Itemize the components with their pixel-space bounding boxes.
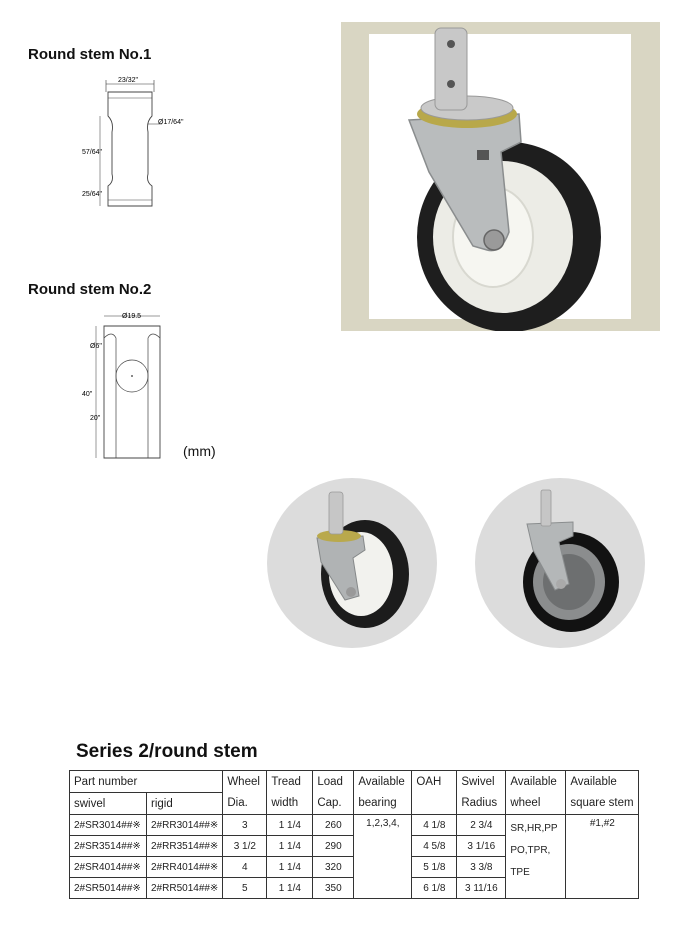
cell-radius: 3 1/16 [457,836,506,857]
stem2-drawing [78,308,178,463]
header-available-wheel: Available [506,771,566,793]
stem1-dim-height: 57/64" [82,149,103,156]
header-swivel-radius-2: Radius [457,793,506,815]
cell-oah: 4 1/8 [412,815,457,836]
cell-oah: 4 5/8 [412,836,457,857]
table-row [70,815,639,836]
cell-dia: 3 [223,815,267,836]
cell-oah: 5 1/8 [412,857,457,878]
stem1-dim-top: 23/32" [118,77,139,84]
series-title: Series 2/round stem [76,741,258,762]
spec-table [69,770,639,899]
unit-note: (mm) [183,443,216,459]
header-swivel-radius: Swivel [457,771,506,793]
header-load-2: Cap. [313,793,354,815]
cell-radius: 3 11/16 [457,878,506,899]
stem2-dim-height: 40" [82,391,93,398]
cell-swivel: 2#SR4014##※ [70,857,147,878]
stem1-dim-dia: Ø17/64" [158,119,184,126]
cell-rigid: 2#RR5014##※ [147,878,223,899]
caster-photo [369,22,631,331]
header-square-stem-2: square stem [566,793,639,815]
header-wheel: Wheel [223,771,267,793]
cell-tread: 1 1/4 [267,878,313,899]
cell-swivel: 2#SR3514##※ [70,836,147,857]
header-oah: OAH [412,771,457,793]
header-tread: Tread [267,771,313,793]
cell-bearing: 1,2,3,4, [354,815,412,899]
stem1-dim-bottom: 25/64" [82,191,103,198]
cell-tread: 1 1/4 [267,836,313,857]
cell-rigid: 2#RR3514##※ [147,836,223,857]
header-part-number: Part number [70,771,223,793]
wheel-type-1: SR,HR,PP [510,823,558,834]
stem2-title: Round stem No.2 [28,281,152,298]
cell-wheel-types [506,815,566,899]
header-swivel: swivel [70,793,147,815]
cell-radius: 3 3/8 [457,857,506,878]
cell-rigid: 2#RR4014##※ [147,857,223,878]
header-bearing: Available [354,771,412,793]
cell-load: 290 [313,836,354,857]
cell-load: 320 [313,857,354,878]
header-wheel-2: Dia. [223,793,267,815]
cell-radius: 2 3/4 [457,815,506,836]
cell-dia: 5 [223,878,267,899]
cell-dia: 4 [223,857,267,878]
wheel-type-3: TPE [510,867,530,878]
caster-photo-grey-wheel [475,478,645,648]
header-rigid: rigid [147,793,223,815]
cell-tread: 1 1/4 [267,857,313,878]
header-available-wheel-2: wheel [506,793,566,815]
caster-photo-white-wheel [267,478,437,648]
cell-swivel: 2#SR5014##※ [70,878,147,899]
stem2-dim-lower: 20" [90,415,101,422]
cell-load: 350 [313,878,354,899]
cell-swivel: 2#SR3014##※ [70,815,147,836]
cell-load: 260 [313,815,354,836]
stem1-title: Round stem No.1 [28,46,152,63]
cell-oah: 6 1/8 [412,878,457,899]
header-bearing-2: bearing [354,793,412,815]
cell-square-stem: #1,#2 [566,815,639,899]
cell-tread: 1 1/4 [267,815,313,836]
cell-dia: 3 1/2 [223,836,267,857]
stem2-dim-hole: Ø6" [90,343,102,350]
header-square-stem: Available [566,771,639,793]
header-tread-2: width [267,793,313,815]
stem1-drawing [78,74,208,214]
wheel-type-2: PO,TPR, [510,845,551,856]
stem2-dim-top: Ø19.5 [122,313,142,320]
cell-rigid: 2#RR3014##※ [147,815,223,836]
header-load: Load [313,771,354,793]
